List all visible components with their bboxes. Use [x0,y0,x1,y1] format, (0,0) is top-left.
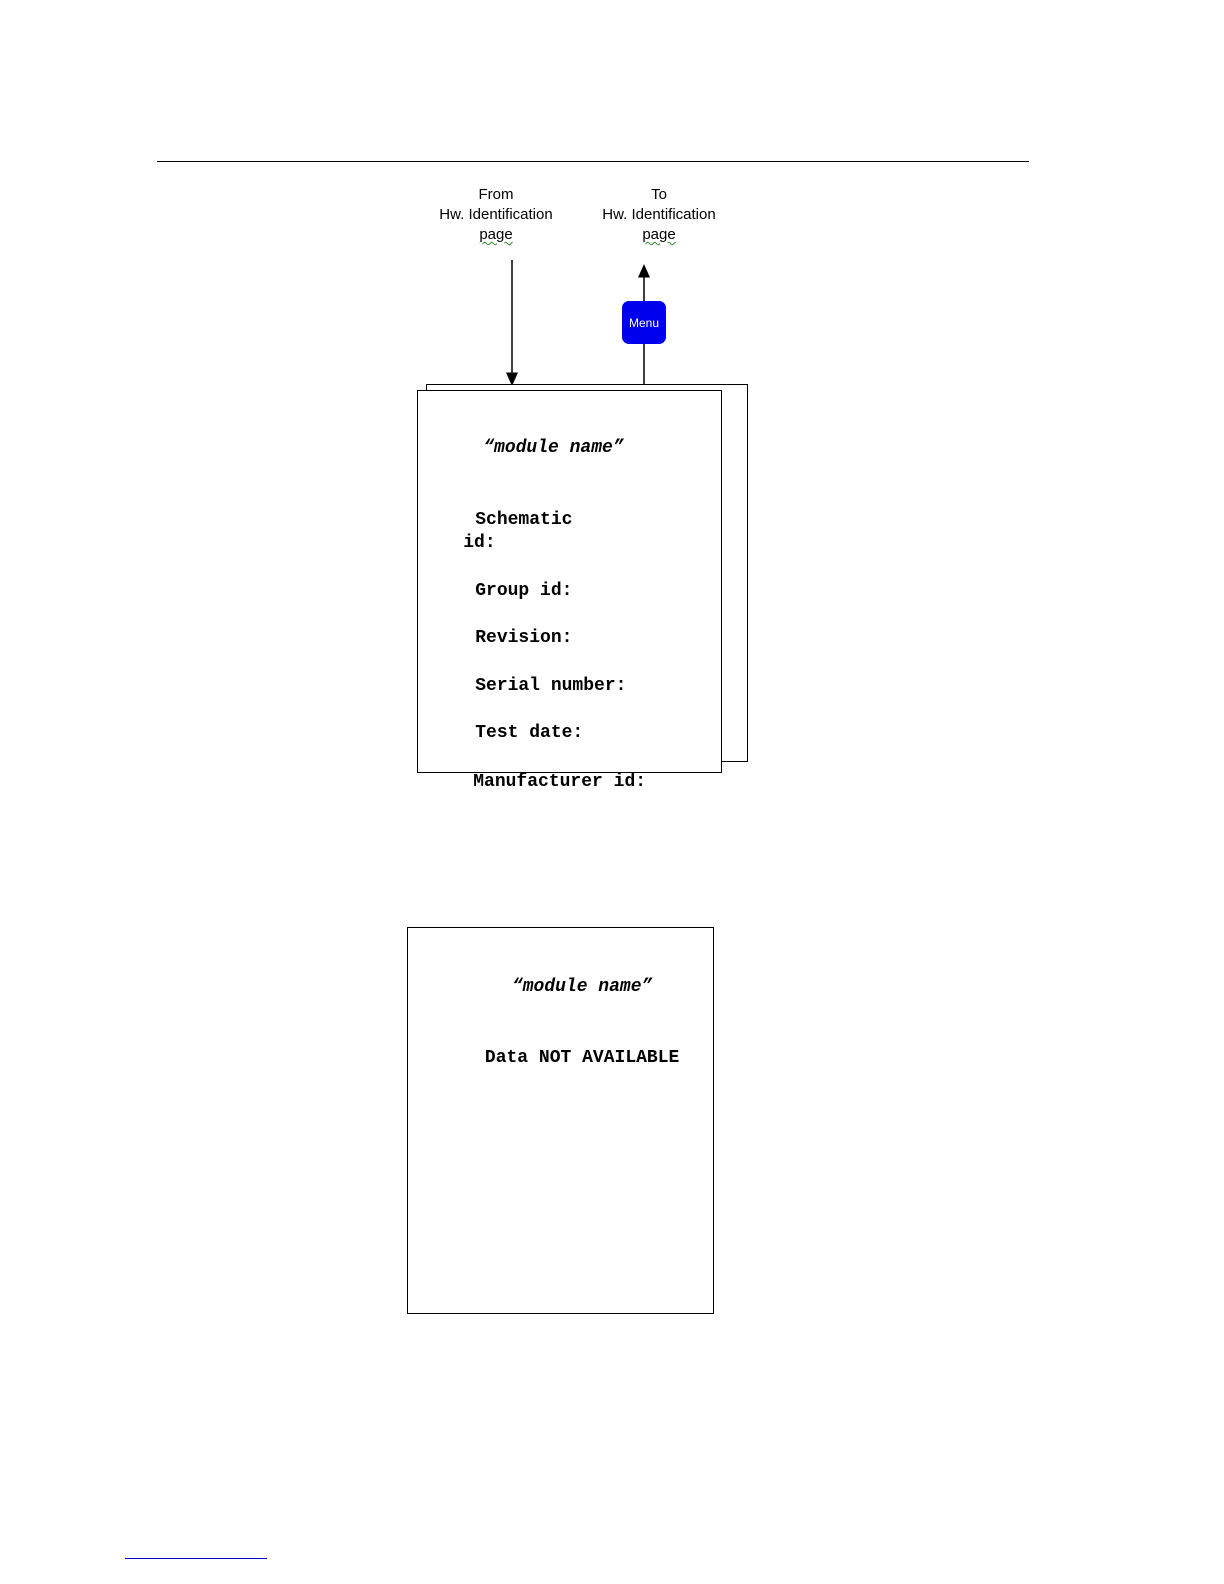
field-schematic-label-cont: id: [463,533,496,553]
data-not-available-text: Data NOT AVAILABLE [484,1048,680,1068]
to-label-line-2: Hw. Identification [602,206,716,223]
data-not-available-message [408,1025,713,1091]
from-label-line-2: Hw. Identification [439,206,553,223]
na-screen-title-text: “module name” [511,977,653,997]
footer-rule [125,1558,267,1559]
field-serial-number-label: Serial number: [475,676,627,696]
field-group-id-label: Group id: [475,581,573,601]
field-test-date-label: Test date: [475,723,584,743]
na-screen-title [408,954,713,1020]
field-schematic-label: Schematic [475,510,573,530]
to-label-line-3: page [642,226,676,243]
field-manufacturer-id [430,749,646,815]
screen-title-text: “module name” [483,438,624,458]
from-label-line-3: page [479,226,513,243]
module-data-screen [417,390,722,792]
field-manufacturer-id-label: Manufacturer id: [473,772,647,792]
screen-title [440,415,624,481]
menu-button[interactable]: Menu [622,301,666,344]
to-label-line-1: To [651,186,667,203]
data-not-available-screen [407,927,714,1314]
field-revision-label: Revision: [475,628,573,648]
from-label-line-1: From [478,186,514,203]
